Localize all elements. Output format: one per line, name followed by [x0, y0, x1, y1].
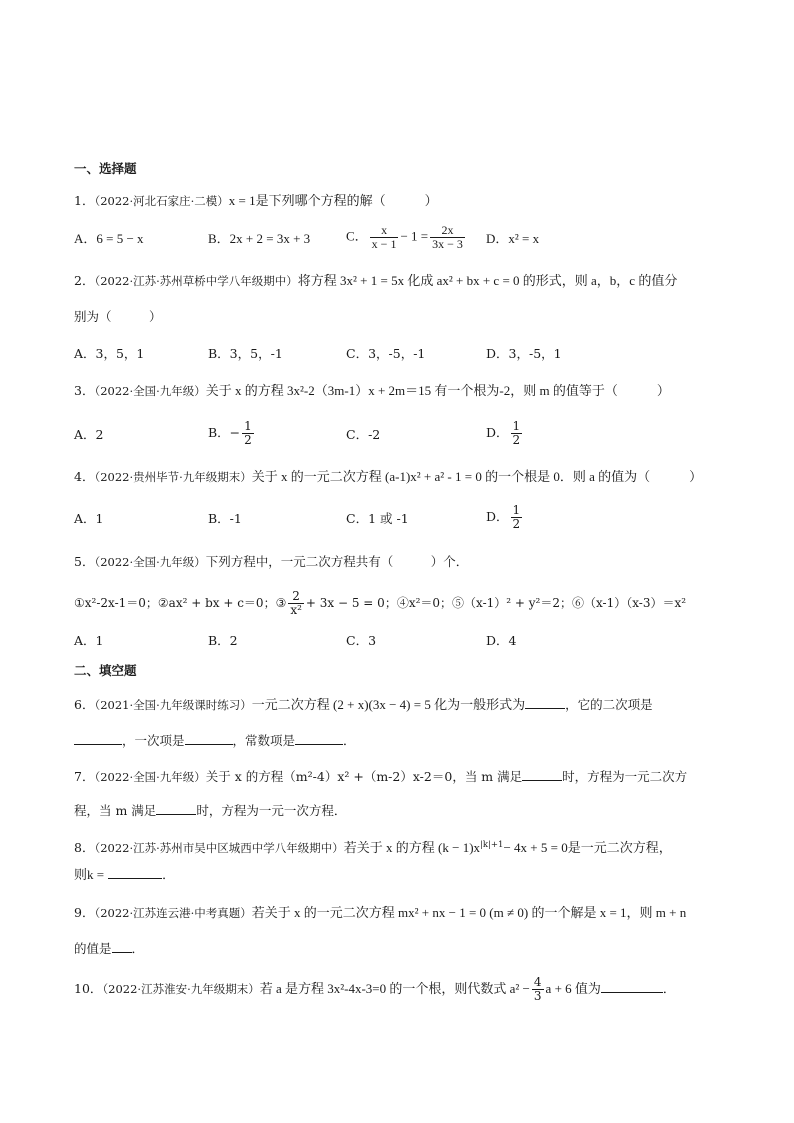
- q9-blank[interactable]: [112, 940, 132, 953]
- question-3: [74, 382, 734, 400]
- q7-stem-a: 关于 x 的方程（m²-4）x² +（m-2）x-2＝0，当 m 满足: [205, 769, 523, 784]
- q3-option-b[interactable]: [208, 420, 256, 447]
- q1-option-c[interactable]: [346, 224, 467, 251]
- q3-option-b-label: B．−: [208, 425, 241, 440]
- q1-c-fraction-1: [370, 224, 399, 251]
- q3-stem: 关于 x 的方程 3x²-2（3m-1）x + 2m＝15 有一个根为-2，则 m 的值等于（ ）: [205, 383, 670, 398]
- q6-line-2: [74, 732, 734, 750]
- q1-options: [74, 223, 734, 254]
- q8-stem-a: 若关于 x 的方程 (k − 1)x: [343, 840, 481, 856]
- q1-c-frac1-den: x − 1: [371, 237, 397, 251]
- q9-line2-a: 的值是: [74, 941, 112, 956]
- q6-blank-4[interactable]: [295, 732, 343, 745]
- q2-number: 2．: [74, 273, 95, 288]
- q5-stem: 下列方程中，一元二次方程共有（ ）个．: [205, 554, 469, 569]
- q4-option-d-label: D．: [486, 509, 509, 524]
- q9-number: 9．: [74, 905, 95, 920]
- q3-source: （2022·全国·九年级）: [94, 384, 206, 398]
- q2-option-d[interactable]: D．3，-5，1: [486, 346, 562, 361]
- q5-source: （2022·全国·九年级）: [94, 555, 206, 569]
- q6-line2-e: ．: [343, 733, 356, 748]
- q7-blank-2[interactable]: [156, 802, 196, 815]
- q5-frac-num: 2: [288, 590, 304, 604]
- q10-frac-den: 3: [533, 989, 542, 1003]
- q4-source: （2022·贵州毕节·九年级期末）: [94, 470, 252, 484]
- q3-d-num: 1: [512, 419, 521, 433]
- q5-frac-den: x²: [290, 603, 302, 617]
- q3-option-d[interactable]: [486, 420, 524, 447]
- q3-option-c[interactable]: C．-2: [346, 427, 381, 442]
- q3-d-fraction: [511, 420, 523, 447]
- q5-items: [74, 590, 734, 617]
- q7-line-2: [74, 802, 734, 820]
- q1-c-frac1-num: x: [370, 224, 399, 238]
- q6-blank-2[interactable]: [74, 732, 122, 745]
- q5-option-b[interactable]: B．2: [208, 633, 238, 648]
- q8-source: （2022·江苏·苏州市吴中区城西中学八年级期中）: [94, 841, 344, 856]
- q1-option-d[interactable]: D．x² = x: [486, 231, 540, 246]
- q4-number: 4．: [74, 469, 95, 484]
- q2-stem-continued: 别为（ ）: [74, 309, 162, 324]
- q7-line2-b: 时，方程为一元一次方程．: [196, 803, 347, 818]
- q4-d-num: 1: [512, 503, 521, 517]
- q1-number: 1．: [74, 193, 95, 208]
- q3-options: [74, 420, 734, 450]
- q1-stem: x = 1是下列哪个方程的解（ ）: [228, 193, 438, 208]
- q2-stem: 将方程 3x² + 1 = 5x 化成 ax² + bx + c = 0 的形式，则 a，b，c 的值分: [297, 273, 678, 288]
- q6-blank-1[interactable]: [525, 696, 565, 709]
- q3-b-num: 1: [244, 419, 252, 433]
- q8-line-2: [74, 866, 734, 884]
- q6-source: （2021·全国·九年级课时练习）: [94, 698, 252, 712]
- q3-b-den: 2: [244, 433, 252, 447]
- section-title-choice: 一、选择题: [74, 161, 137, 176]
- q5-number: 5．: [74, 554, 95, 569]
- q4-d-fraction: [511, 504, 523, 531]
- q9-source: （2022·江苏连云港·中考真题）: [94, 906, 252, 920]
- q1-source: （2022·河北石家庄·二模）: [94, 194, 229, 208]
- q2-option-b[interactable]: B．3，5，-1: [208, 346, 283, 361]
- question-5: [74, 553, 734, 571]
- q4-d-den: 2: [512, 517, 521, 531]
- q5-option-c[interactable]: C．3: [346, 633, 377, 648]
- q10-fraction: [532, 976, 544, 1003]
- q4-option-d[interactable]: [486, 504, 524, 531]
- q7-source: （2022·全国·九年级）: [94, 770, 206, 784]
- q7-blank-1[interactable]: [522, 768, 562, 781]
- q1-option-a[interactable]: A．6 = 5 − x: [74, 231, 144, 246]
- section-title-fill-in: 二、填空题: [74, 663, 137, 678]
- question-8: [74, 836, 734, 857]
- q1-c-frac2-num: 2x: [430, 224, 465, 238]
- q8-blank[interactable]: [108, 866, 162, 879]
- q7-stem-b: 时，方程为一元二次方: [562, 769, 688, 784]
- q6-blank-3[interactable]: [185, 732, 233, 745]
- q1-option-b[interactable]: B．2x + 2 = 3x + 3: [208, 231, 311, 246]
- q8-exponent: |k|+1: [480, 840, 504, 850]
- q6-stem-a: 一元二次方程 (2 + x)(3x − 4) = 5 化为一般形式为: [251, 697, 526, 712]
- q5-items-part-1: ①x²-2x-1＝0；②ax² + bx + c＝0；③: [74, 596, 287, 610]
- q3-option-a[interactable]: A．2: [74, 427, 104, 442]
- q6-line2-d: ，常数项是: [232, 733, 296, 748]
- q1-c-fraction-2: [430, 224, 465, 251]
- question-7: [74, 768, 734, 786]
- q5-items-part-2: + 3x − 5 = 0；④x²＝0；⑤（x-1）² + y²＝2；⑥（x-1）（x-3）＝x²: [305, 596, 687, 610]
- q9-line-2: [74, 940, 734, 958]
- question-9: [74, 904, 734, 922]
- q1-c-frac2-den: 3x − 3: [432, 237, 463, 251]
- q10-frac-num: 4: [533, 975, 542, 989]
- q8-line2-a: 则k =: [74, 867, 105, 882]
- question-1: [74, 192, 734, 210]
- q3-option-d-label: D．: [486, 425, 509, 440]
- q1-c-mid: − 1 =: [400, 228, 429, 244]
- q4-option-c[interactable]: C．1 或 -1: [346, 511, 409, 526]
- q10-stem-b: a + 6 值为: [545, 981, 601, 996]
- q3-d-den: 2: [512, 433, 521, 447]
- q10-number: 10．: [74, 981, 103, 996]
- q4-option-b[interactable]: B．-1: [208, 511, 242, 526]
- q6-stem-b: ，它的二次项是: [565, 697, 653, 712]
- q4-options: [74, 504, 734, 534]
- q9-line2-b: ．: [131, 941, 145, 956]
- q9-stem: 若关于 x 的一元二次方程 mx² + nx − 1 = 0 (m ≠ 0) 的一个解是 x = 1，则 m + n: [251, 905, 687, 920]
- q3-b-fraction: [242, 420, 254, 447]
- q3-number: 3．: [74, 383, 95, 398]
- q5-option-a[interactable]: A．1: [74, 633, 104, 648]
- question-4: [74, 468, 734, 486]
- q7-number: 7．: [74, 769, 95, 784]
- q2-option-c[interactable]: C．3，-5，-1: [346, 346, 426, 361]
- q8-line2-b: ．: [162, 867, 175, 882]
- q10-source: （2022·江苏淮安·九年级期末）: [102, 982, 260, 996]
- q4-option-a[interactable]: A．1: [74, 511, 104, 526]
- q8-stem-b: − 4x + 5 = 0是一元二次方程，: [503, 840, 672, 856]
- q10-stem-a: 若 a 是方程 3x²-4x-3=0 的一个根，则代数式 a² −: [259, 981, 530, 996]
- q10-blank[interactable]: [601, 980, 663, 993]
- q2-option-a[interactable]: A．3，5，1: [74, 346, 145, 361]
- q7-line2-a: 程，当 m 满足: [74, 803, 157, 818]
- q5-fraction: [288, 590, 304, 617]
- q2-source: （2022·江苏·苏州草桥中学八年级期中）: [94, 274, 298, 288]
- q8-number: 8．: [74, 840, 95, 856]
- q4-stem: 关于 x 的一元二次方程 (a-1)x² + a² - 1 = 0 的一个根是 0．则 a 的值为（ ）: [251, 469, 703, 484]
- question-10: [74, 976, 734, 1006]
- question-6: [74, 696, 734, 714]
- q1-option-c-label: C．: [346, 228, 368, 244]
- q10-end: ．: [662, 981, 676, 996]
- question-2: [74, 272, 734, 290]
- q6-number: 6．: [74, 697, 95, 712]
- q5-option-d[interactable]: D．4: [486, 633, 517, 648]
- q6-line2-c: ，一次项是: [122, 733, 185, 748]
